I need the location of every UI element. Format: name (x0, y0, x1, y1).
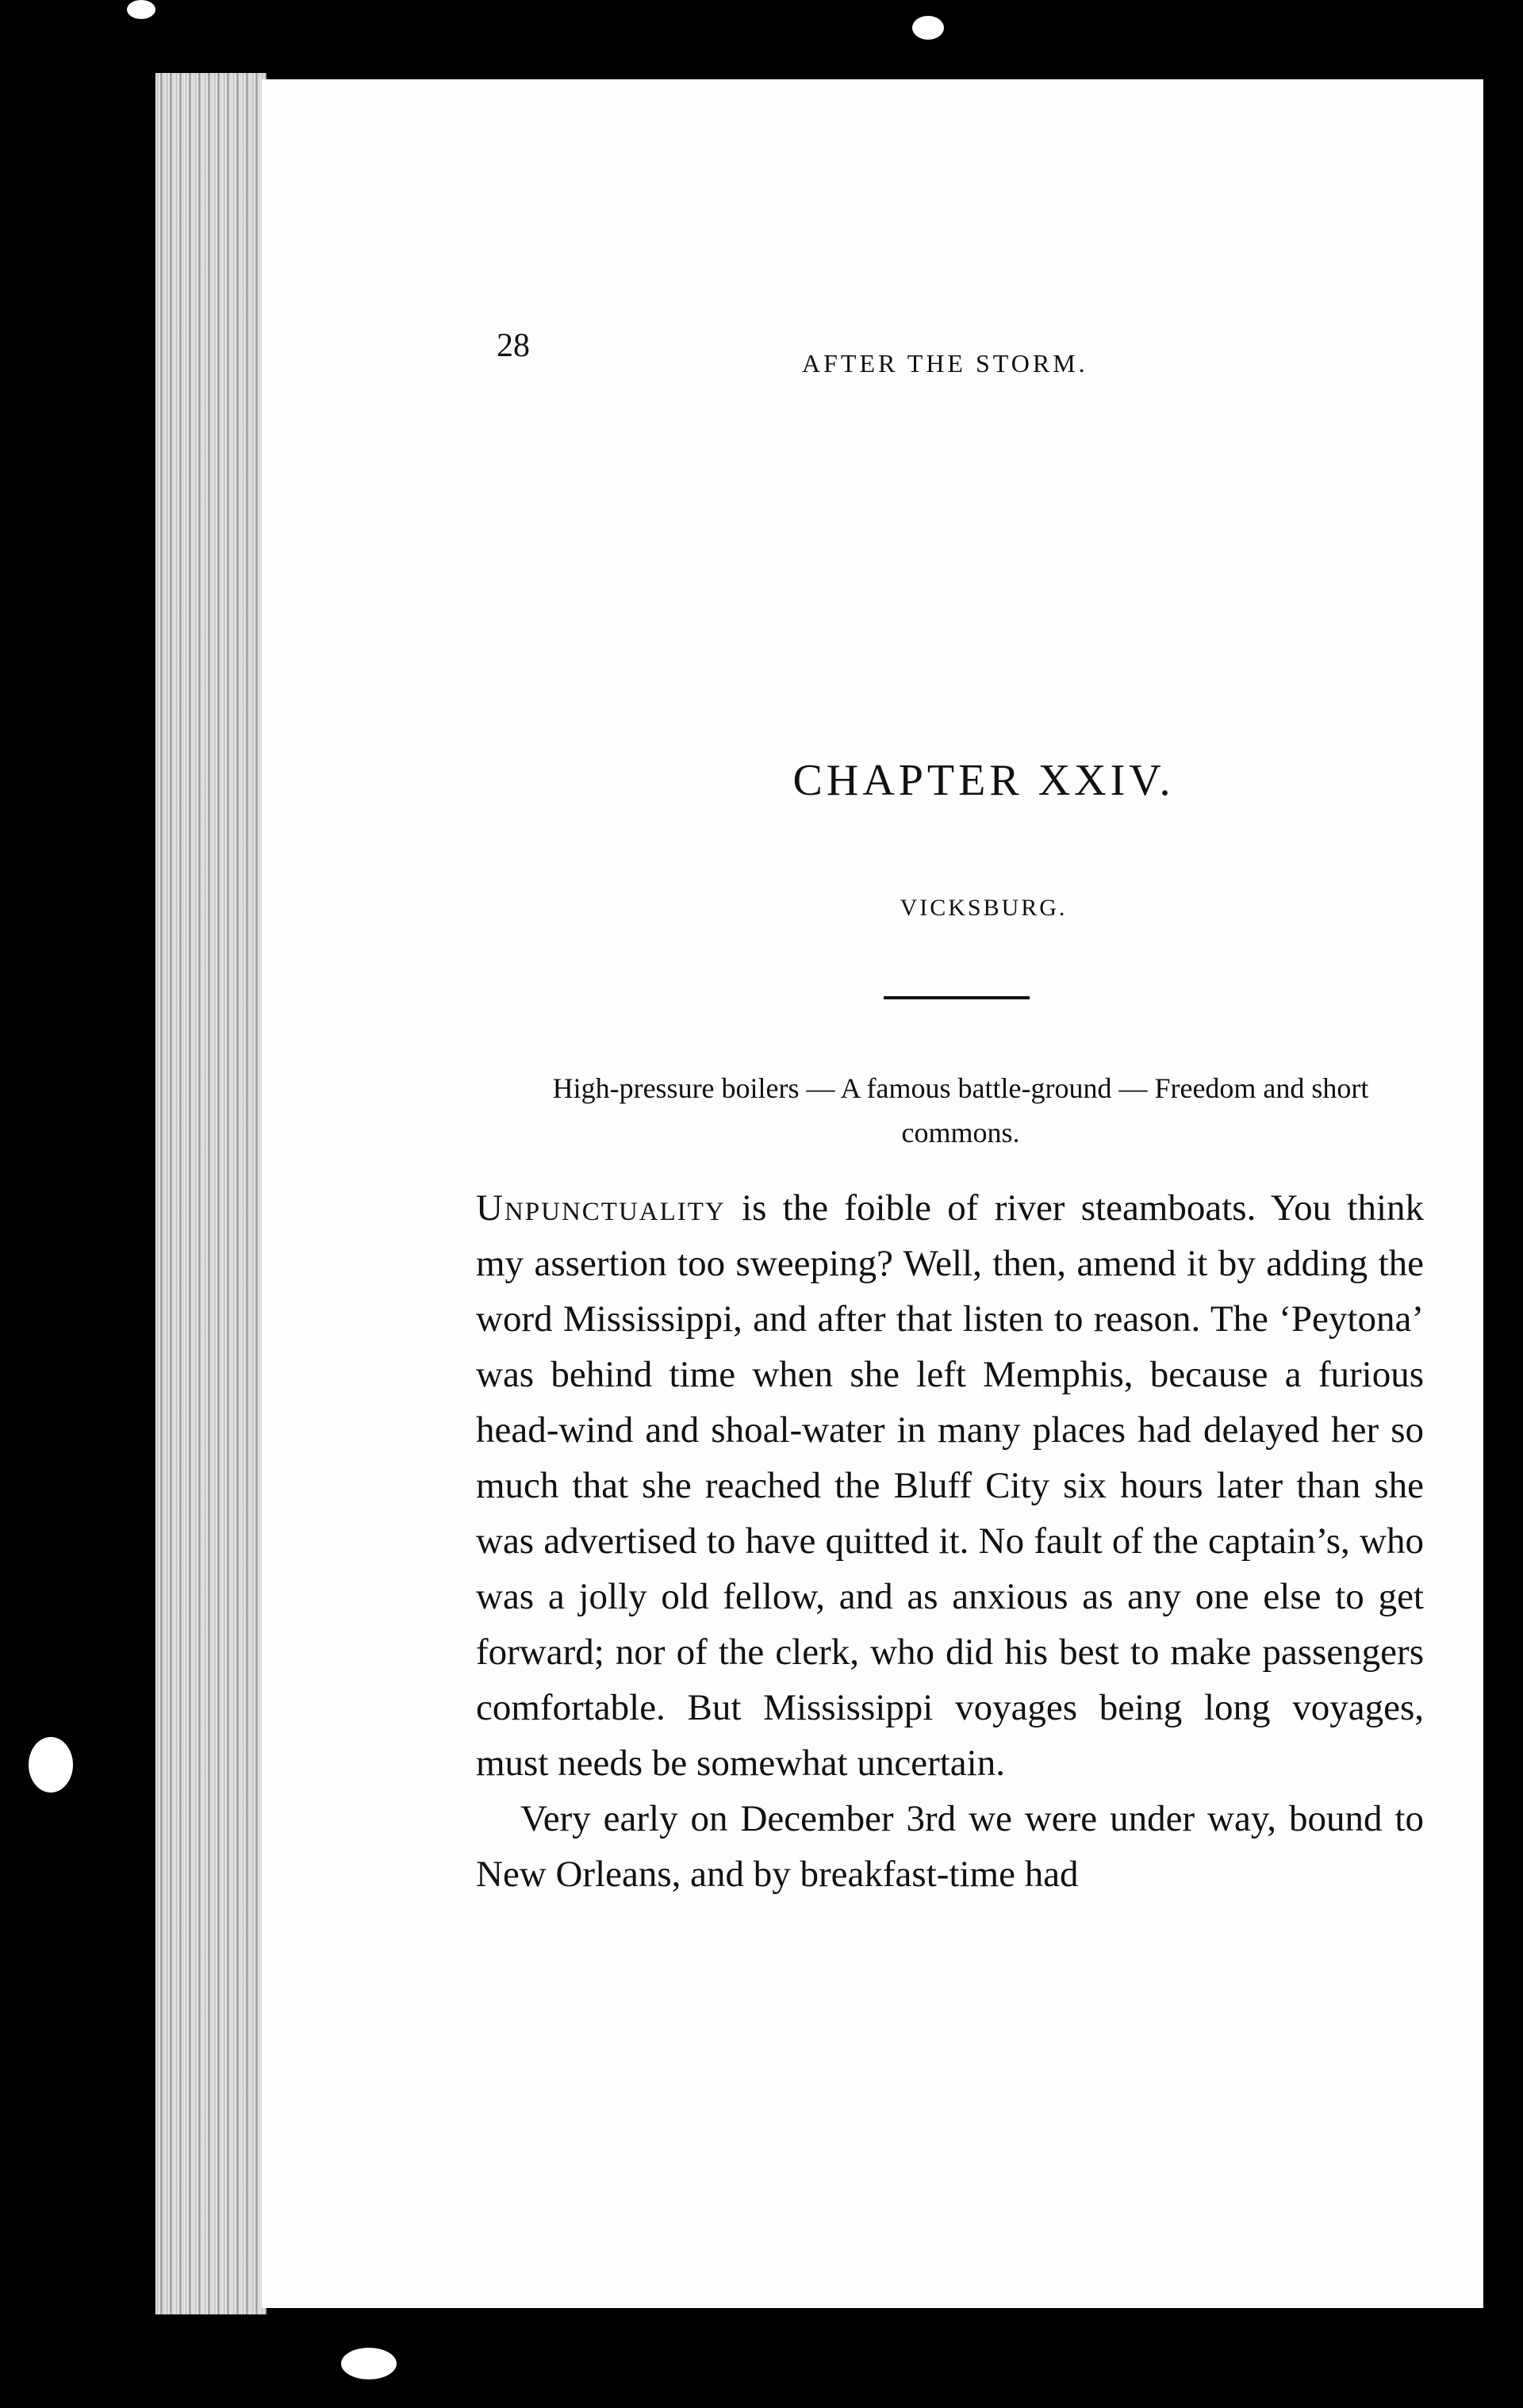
running-head (497, 327, 1163, 378)
scan-speck (29, 1737, 73, 1793)
scan-speck (127, 0, 155, 19)
page-number: 28 (497, 328, 530, 364)
body-text (476, 1180, 1424, 1902)
chapter-rule (884, 996, 1030, 999)
chapter-title: VICKSBURG. (900, 895, 1068, 921)
paragraph-1-text: is the foible of river steamboats. You think my assertion too sweeping? Well, then, amend it by adding the word Mississippi, and after that listen to reason. The ‘Peytona’ was behind time when she left Memphis, because a furious head-wind and shoal-water in many places had delayed her so much that she reached the Bluff City six hours later than she was advertised to have quitted it. No fault of the captain’s, who was a jolly old fellow, and as anxious as any one else to get forward; nor of the clerk, who did his best to make passengers comfortable. But Mississippi voyages being long voyages, must needs be somewhat uncertain. (476, 1187, 1424, 1784)
scan-speck (912, 16, 944, 40)
paragraph-2: Very early on December 3rd we were under way, bound to New Orleans, and by breakfast-time had (476, 1798, 1424, 1895)
paragraph-lead: Unpunctuality (476, 1187, 726, 1229)
paragraph-1 (476, 1180, 1424, 1791)
running-title: AFTER THE STORM. (802, 349, 1088, 378)
scan-speck (341, 2348, 397, 2379)
chapter-number: CHAPTER XXIV. (792, 756, 1175, 805)
page-edge (155, 73, 267, 2314)
chapter-synopsis: High-pressure boilers — A famous battle-ground — Freedom and short commons. (552, 1072, 1369, 1148)
